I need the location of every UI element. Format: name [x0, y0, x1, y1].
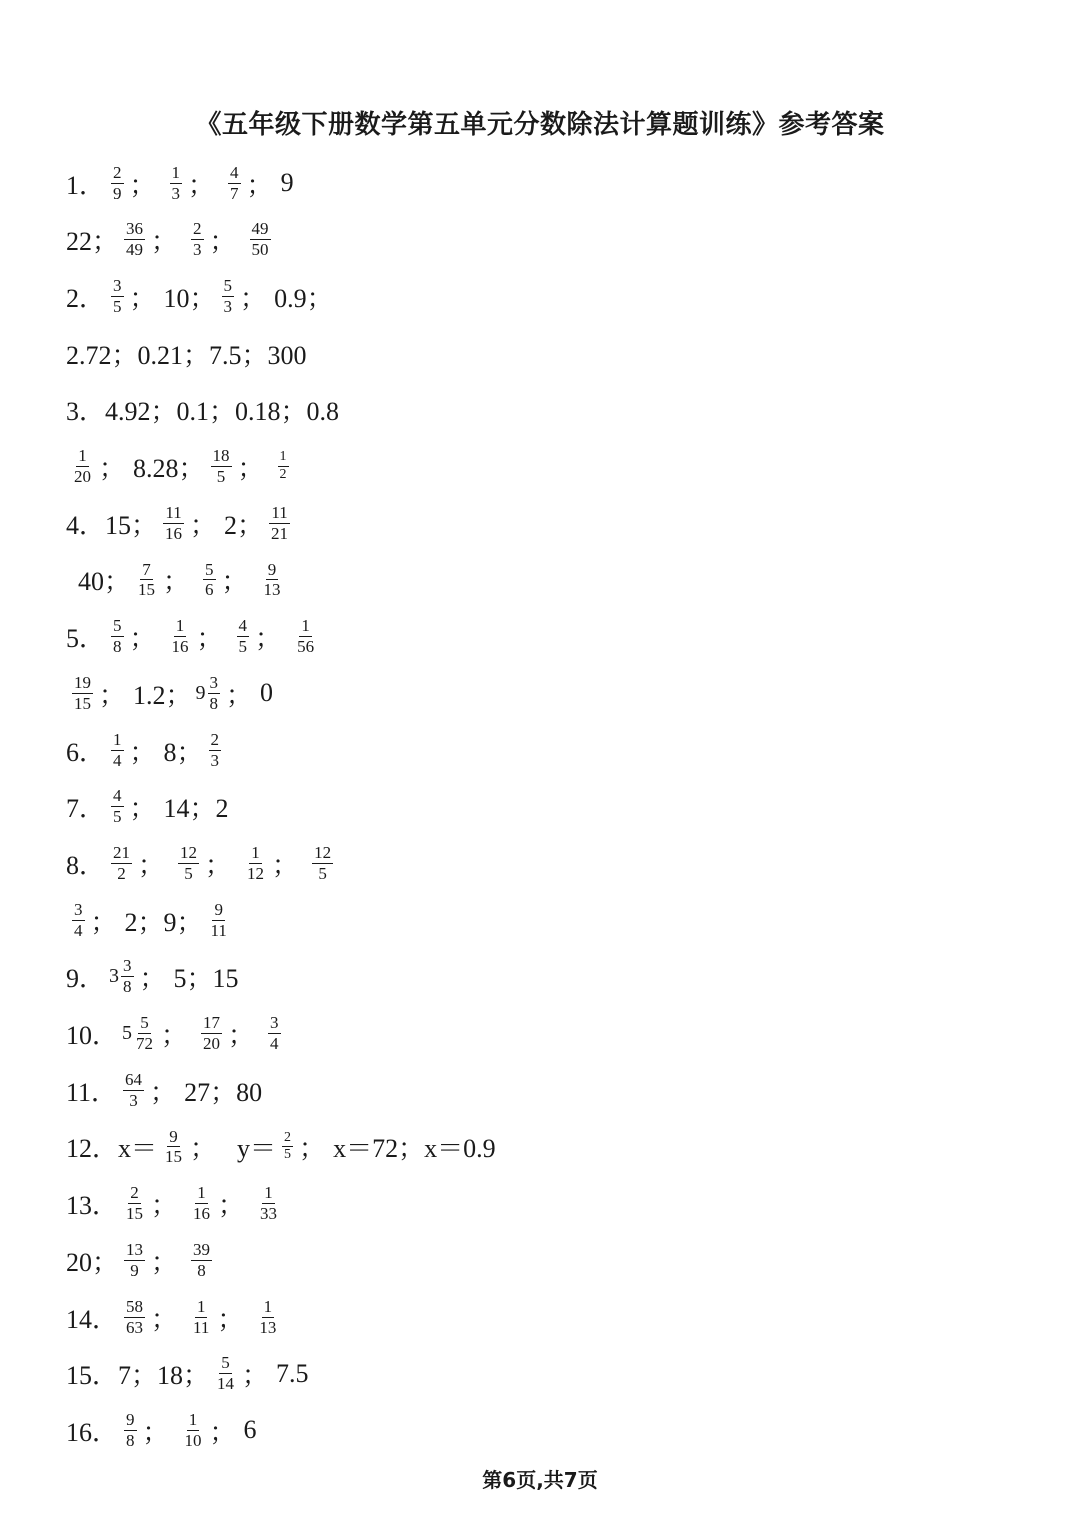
mixed-number-whole: 9 [195, 681, 206, 704]
fraction [208, 674, 221, 713]
numerator: 2 [210, 729, 220, 749]
numerator: 1 [197, 1183, 206, 1203]
denominator: 8 [123, 977, 132, 997]
denominator: 4 [270, 1034, 279, 1053]
numerator: 1 [251, 843, 260, 863]
answer-text: 12．x＝ [66, 1134, 158, 1164]
fraction [123, 1071, 144, 1110]
answer-line [66, 838, 339, 888]
answer-text: 20； [66, 1247, 119, 1277]
answer-line [66, 895, 235, 945]
answer-text: 3．4.92；0.1；0.18；0.8 [66, 397, 340, 427]
answer-text: 9． [66, 964, 106, 994]
separator: ； [226, 680, 253, 710]
separator: ； [217, 1304, 244, 1334]
answer-line [66, 725, 227, 775]
denominator: 5 [184, 863, 193, 883]
denominator: 5 [284, 1147, 292, 1163]
separator: ； [138, 850, 165, 880]
answer-text: 9 [280, 168, 294, 197]
answer-text: 14；2 [163, 794, 229, 824]
numerator: 4 [230, 162, 239, 182]
denominator: 5 [113, 807, 122, 827]
answer-line [66, 271, 333, 321]
fraction [209, 731, 222, 770]
numerator: 2 [282, 1131, 293, 1148]
separator: ； [228, 1021, 255, 1050]
separator: ； [255, 624, 282, 654]
answer-text: 10． [66, 1021, 119, 1050]
separator: ； [129, 737, 156, 767]
separator: ； [188, 170, 215, 200]
fraction [295, 617, 316, 656]
answer-line [66, 215, 277, 265]
fraction [111, 787, 124, 826]
numerator: 2 [193, 219, 202, 239]
denominator: 15 [74, 693, 91, 713]
numerator: 3 [113, 276, 122, 296]
denominator: 3 [223, 296, 233, 316]
answer-line [66, 158, 294, 208]
answer-text: 7． [66, 794, 106, 824]
separator: ； [246, 170, 273, 200]
separator: ； [205, 850, 232, 880]
separator: ； [99, 454, 126, 483]
denominator: 56 [297, 637, 315, 657]
fraction [170, 617, 191, 656]
separator: ； [237, 454, 264, 483]
numerator: 9 [267, 559, 277, 579]
answer-line [66, 1405, 257, 1455]
numerator: 18 [212, 446, 230, 466]
separator: ； [129, 624, 156, 654]
fraction [124, 1298, 145, 1337]
fraction [203, 561, 216, 600]
numerator: 58 [126, 1296, 144, 1316]
separator: ； [129, 794, 156, 824]
answer-text: 11． [66, 1077, 118, 1107]
separator: ； [242, 1361, 269, 1391]
numerator: 5 [221, 1353, 230, 1373]
answer-text: 13． [66, 1191, 119, 1221]
numerator: 9 [126, 1410, 135, 1430]
answer-line [66, 1122, 496, 1172]
separator: ； [190, 510, 217, 540]
denominator: 13 [259, 1317, 277, 1337]
fraction [258, 1184, 279, 1223]
numerator: 5 [140, 1013, 149, 1033]
denominator: 3 [171, 183, 181, 203]
fraction [228, 164, 241, 203]
answer-text: 14． [66, 1304, 119, 1334]
separator: ； [299, 1134, 326, 1164]
answer-text: 1． [66, 170, 106, 200]
numerator: 39 [193, 1239, 211, 1259]
fraction [124, 1411, 137, 1450]
separator: ； [129, 170, 156, 200]
numerator: 1 [264, 1183, 273, 1203]
denominator: 15 [126, 1204, 144, 1224]
numerator: 21 [113, 843, 131, 863]
fraction [134, 1014, 155, 1053]
fraction [268, 1014, 281, 1053]
answer-line [66, 612, 322, 662]
denominator: 20 [74, 467, 91, 486]
answer-line [66, 1292, 284, 1342]
answer-text: 16． [66, 1417, 119, 1447]
fraction [250, 220, 271, 259]
answer-text: 8； [163, 737, 203, 767]
denominator: 12 [247, 863, 265, 883]
answer-text: 27；80 [184, 1077, 263, 1107]
fraction [201, 1014, 222, 1053]
denominator: 16 [165, 523, 183, 543]
fraction [111, 731, 124, 770]
separator: ； [209, 1417, 236, 1447]
numerator: 3 [74, 899, 83, 919]
numerator: 1 [171, 162, 181, 182]
denominator: 3 [193, 240, 202, 260]
fraction [163, 1128, 184, 1167]
denominator: 4 [113, 750, 122, 770]
denominator: 8 [197, 1260, 206, 1280]
answer-text: 1.2； [133, 680, 192, 710]
denominator: 11 [210, 920, 227, 940]
numerator: 2 [130, 1183, 139, 1203]
denominator: 16 [171, 637, 189, 657]
denominator: 5 [238, 637, 248, 657]
answer-text: 0 [260, 678, 274, 708]
numerator: 7 [142, 559, 151, 579]
answer-line [66, 1235, 218, 1285]
fraction [170, 164, 183, 203]
answer-text: 5． [66, 624, 106, 654]
denominator: 10 [184, 1430, 202, 1450]
numerator: 11 [271, 502, 288, 522]
numerator: 12 [180, 843, 198, 863]
numerator: 1 [278, 450, 289, 467]
answer-text: 2； [224, 510, 264, 540]
separator: ； [151, 1191, 178, 1221]
numerator: 1 [301, 616, 310, 636]
answer-text: 15．7；18； [66, 1361, 210, 1391]
denominator: 3 [129, 1090, 138, 1110]
answer-text: 10； [163, 283, 216, 313]
numerator: 17 [203, 1013, 221, 1033]
answer-text: y＝ [237, 1134, 277, 1164]
answer-text: 2；9； [124, 907, 203, 937]
fraction [209, 901, 229, 940]
fraction [245, 844, 266, 883]
fraction [72, 901, 85, 940]
fraction [111, 277, 124, 316]
denominator: 7 [230, 183, 239, 203]
fraction [237, 617, 250, 656]
answer-text: 7.5 [276, 1358, 309, 1388]
denominator: 20 [203, 1034, 221, 1053]
answer-text: 2.72；0.21；7.5；300 [66, 340, 307, 370]
separator: ； [90, 907, 117, 937]
numerator: 9 [214, 899, 223, 919]
numerator: 9 [169, 1126, 178, 1146]
separator: ； [272, 850, 299, 880]
numerator: 19 [74, 672, 91, 692]
fraction [124, 1241, 145, 1280]
denominator: 5 [113, 296, 122, 316]
fraction [312, 844, 333, 883]
separator: ； [240, 283, 267, 313]
denominator: 33 [260, 1204, 278, 1224]
fraction [191, 1184, 212, 1223]
separator: ； [151, 1304, 178, 1334]
answer-text: 5；15 [173, 964, 239, 994]
answer-text: x＝72；x＝0.9 [333, 1134, 496, 1164]
fraction [269, 504, 290, 543]
numerator: 36 [126, 219, 144, 239]
denominator: 13 [263, 580, 281, 600]
separator: ； [221, 567, 248, 597]
separator: ； [163, 567, 190, 597]
numerator: 4 [113, 786, 122, 806]
answer-text: 0.9； [274, 283, 333, 313]
denominator: 4 [74, 920, 83, 940]
separator: ； [151, 1247, 178, 1277]
denominator: 14 [217, 1374, 235, 1394]
denominator: 15 [138, 580, 156, 600]
answer-line [66, 1065, 262, 1115]
fraction [191, 220, 204, 259]
numerator: 13 [126, 1239, 144, 1259]
fraction [222, 277, 235, 316]
fraction [136, 561, 157, 600]
denominator: 2 [279, 467, 287, 482]
page-number: 第6页,共7页 [482, 1468, 598, 1492]
denominator: 6 [205, 580, 214, 600]
denominator: 5 [216, 467, 226, 486]
fraction [121, 957, 134, 996]
mixed-number-whole: 5 [122, 1022, 133, 1044]
fraction [257, 1298, 278, 1337]
separator: ； [190, 1134, 230, 1164]
denominator: 9 [130, 1260, 139, 1280]
denominator: 15 [165, 1147, 183, 1167]
numerator: 3 [123, 956, 132, 976]
numerator: 3 [209, 672, 219, 692]
separator: ； [161, 1021, 188, 1050]
numerator: 2 [113, 162, 122, 182]
answer-line [66, 1009, 287, 1059]
answer-text: 40； [78, 567, 131, 597]
denominator: 50 [251, 240, 269, 260]
answer-line [66, 782, 229, 832]
separator: ； [218, 1191, 245, 1221]
answer-text: 8.28； [133, 454, 205, 483]
numerator: 1 [113, 729, 122, 749]
answer-text: 6 [243, 1415, 257, 1445]
answer-line [66, 498, 296, 548]
fraction [72, 674, 93, 713]
mixed-number-whole: 3 [109, 965, 120, 988]
separator: ； [196, 624, 223, 654]
numerator: 1 [175, 616, 185, 636]
denominator: 8 [126, 1430, 135, 1450]
numerator: 4 [238, 616, 248, 636]
fraction [178, 844, 199, 883]
answer-line [66, 385, 339, 435]
numerator: 1 [263, 1296, 273, 1316]
page-title: 《五年级下册数学第五单元分数除法计算题训练》参考答案 [195, 110, 885, 140]
separator: ； [150, 1077, 177, 1107]
answer-text: 22； [66, 227, 119, 257]
fraction [124, 220, 145, 259]
denominator: 8 [209, 693, 219, 713]
denominator: 9 [113, 183, 122, 203]
numerator: 5 [113, 616, 122, 636]
answer-line [66, 442, 295, 492]
denominator: 72 [136, 1034, 154, 1053]
separator: ； [142, 1417, 169, 1447]
answer-line [66, 668, 273, 718]
fraction [72, 447, 93, 486]
fraction [215, 1354, 236, 1393]
numerator: 1 [78, 446, 87, 466]
separator: ； [129, 283, 156, 313]
answer-text: 4．15； [66, 510, 158, 540]
fraction [111, 164, 124, 203]
answer-text: 6． [66, 737, 106, 767]
fraction [278, 450, 289, 482]
numerator: 12 [314, 843, 332, 863]
denominator: 49 [126, 240, 144, 260]
numerator: 11 [165, 502, 182, 522]
fraction [111, 617, 124, 656]
answer-text: 8． [66, 850, 106, 880]
answer-line [66, 328, 307, 378]
numerator: 64 [125, 1069, 143, 1089]
denominator: 3 [210, 750, 220, 770]
fraction [191, 1241, 212, 1280]
answer-line [78, 555, 289, 605]
denominator: 11 [193, 1317, 210, 1337]
fraction [211, 447, 232, 486]
answer-text: 2． [66, 283, 106, 313]
numerator: 1 [188, 1410, 198, 1430]
fraction [163, 504, 184, 543]
separator: ； [139, 964, 166, 994]
fraction [282, 1131, 293, 1163]
separator: ； [209, 227, 236, 257]
fraction [183, 1411, 204, 1450]
fraction [262, 561, 283, 600]
numerator: 3 [270, 1013, 279, 1033]
numerator: 5 [223, 276, 233, 296]
answer-line [66, 952, 239, 1002]
separator: ； [99, 680, 126, 710]
denominator: 63 [126, 1317, 144, 1337]
fraction [111, 844, 132, 883]
denominator: 2 [117, 863, 126, 883]
separator: ； [151, 227, 178, 257]
numerator: 49 [251, 219, 269, 239]
numerator: 5 [205, 559, 214, 579]
denominator: 5 [318, 863, 327, 883]
answer-line [66, 1349, 309, 1399]
fraction [124, 1184, 145, 1223]
denominator: 21 [271, 523, 289, 543]
answer-line [66, 1179, 285, 1229]
denominator: 8 [113, 637, 122, 657]
fraction [191, 1298, 211, 1337]
denominator: 16 [193, 1204, 211, 1224]
numerator: 1 [196, 1296, 206, 1316]
